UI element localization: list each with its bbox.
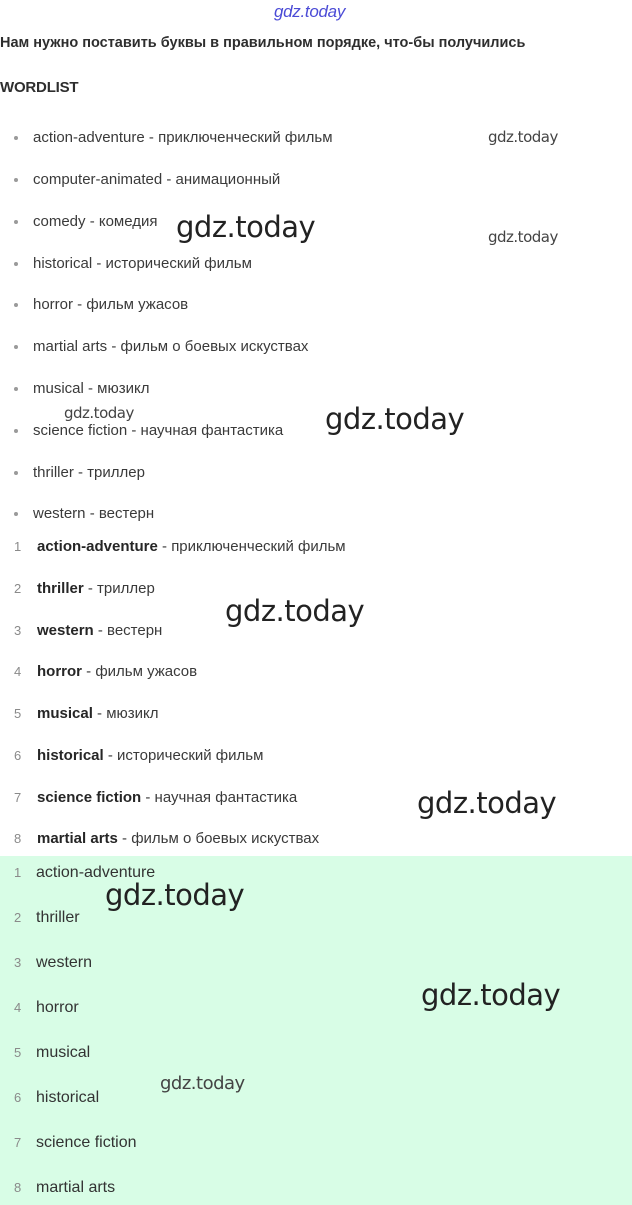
- answer-box: [0, 856, 632, 1205]
- bullet-icon: [14, 303, 18, 307]
- answer-number: 8: [14, 1180, 22, 1195]
- answer-text: action-adventure: [36, 864, 156, 881]
- watermark: gdz.today: [225, 594, 365, 628]
- list-item-text: western - вестерн: [33, 505, 155, 522]
- site-logo[interactable]: gdz.today: [274, 2, 346, 21]
- term: martial arts: [37, 830, 118, 847]
- answer-text: science fiction: [36, 1134, 137, 1151]
- translation: - приключенческий фильм: [157, 538, 346, 555]
- watermark: gdz.today: [64, 404, 134, 422]
- item-text: [37, 828, 319, 850]
- answer-number: 2: [14, 910, 22, 925]
- item-text: [37, 620, 162, 642]
- watermark: gdz.today: [325, 402, 465, 436]
- watermark: gdz.today: [488, 228, 558, 246]
- term: science fiction: [37, 789, 142, 806]
- term: western: [37, 622, 94, 639]
- term: thriller: [37, 580, 84, 597]
- term: musical: [37, 705, 93, 722]
- bullet-icon: [14, 345, 18, 349]
- answer-number: 3: [14, 955, 22, 970]
- answer-number: 4: [14, 1000, 22, 1015]
- list-item-text: computer-animated - анимационный: [33, 171, 281, 188]
- translation: - научная фантастика: [141, 789, 298, 806]
- translation: - фильм о боевых искуствах: [117, 830, 320, 847]
- item-text: [37, 703, 159, 725]
- translation: - фильм ужасов: [82, 663, 198, 680]
- bullet-icon: [14, 429, 18, 433]
- translation: - вестерн: [93, 622, 163, 639]
- answer-number: 1: [14, 865, 22, 880]
- list-item-text: science fiction - научная фантастика: [33, 422, 284, 439]
- item-text: [37, 661, 197, 683]
- watermark: gdz.today: [160, 1073, 245, 1094]
- bullet-icon: [14, 387, 18, 391]
- bullet-icon: [14, 136, 18, 140]
- watermark: gdz.today: [105, 878, 245, 912]
- translation: - мюзикл: [92, 705, 159, 722]
- wordlist-title: WORDLIST: [0, 79, 79, 96]
- answer-number: 6: [14, 1090, 22, 1105]
- item-number: 5: [14, 706, 22, 721]
- bullet-icon: [14, 512, 18, 516]
- list-item-text: musical - мюзикл: [33, 380, 150, 397]
- answer-text: western: [36, 954, 93, 971]
- answer-text: thriller: [36, 909, 80, 926]
- list-item-text: thriller - триллер: [33, 464, 145, 481]
- item-number: 7: [14, 790, 22, 805]
- list-item-text: martial arts - фильм о боевых искуствах: [33, 338, 309, 355]
- list-item-text: historical - исторический фильм: [33, 255, 252, 272]
- answer-text: musical: [36, 1044, 91, 1061]
- term: historical: [37, 747, 104, 764]
- bullet-icon: [14, 471, 18, 475]
- item-text: [37, 536, 346, 558]
- answer-text: martial arts: [36, 1179, 116, 1196]
- bullet-icon: [14, 262, 18, 266]
- list-item-text: comedy - комедия: [33, 213, 158, 230]
- item-number: 4: [14, 664, 22, 679]
- item-text: [37, 578, 155, 600]
- watermark: gdz.today: [421, 978, 561, 1012]
- item-text: [37, 745, 263, 767]
- translation: - исторический фильм: [103, 747, 264, 764]
- watermark: gdz.today: [488, 128, 558, 146]
- term: action-adventure: [37, 538, 158, 555]
- item-text: [37, 787, 297, 809]
- watermark: gdz.today: [176, 210, 316, 244]
- bullet-icon: [14, 178, 18, 182]
- bullet-icon: [14, 220, 18, 224]
- answer-text: horror: [36, 999, 79, 1016]
- answer-text: historical: [36, 1089, 100, 1106]
- item-number: 8: [14, 831, 22, 846]
- task-title: Нам нужно поставить буквы в правильном порядке, что-бы получились: [0, 35, 526, 51]
- list-item-text: action-adventure - приключенческий фильм: [33, 129, 333, 146]
- item-number: 2: [14, 581, 22, 596]
- answer-number: 5: [14, 1045, 22, 1060]
- answer-number: 7: [14, 1135, 22, 1150]
- translation: - триллер: [83, 580, 155, 597]
- item-number: 3: [14, 623, 22, 638]
- watermark: gdz.today: [417, 786, 557, 820]
- term: horror: [37, 663, 82, 680]
- list-item-text: horror - фильм ужасов: [33, 296, 189, 313]
- item-number: 1: [14, 539, 22, 554]
- item-number: 6: [14, 748, 22, 763]
